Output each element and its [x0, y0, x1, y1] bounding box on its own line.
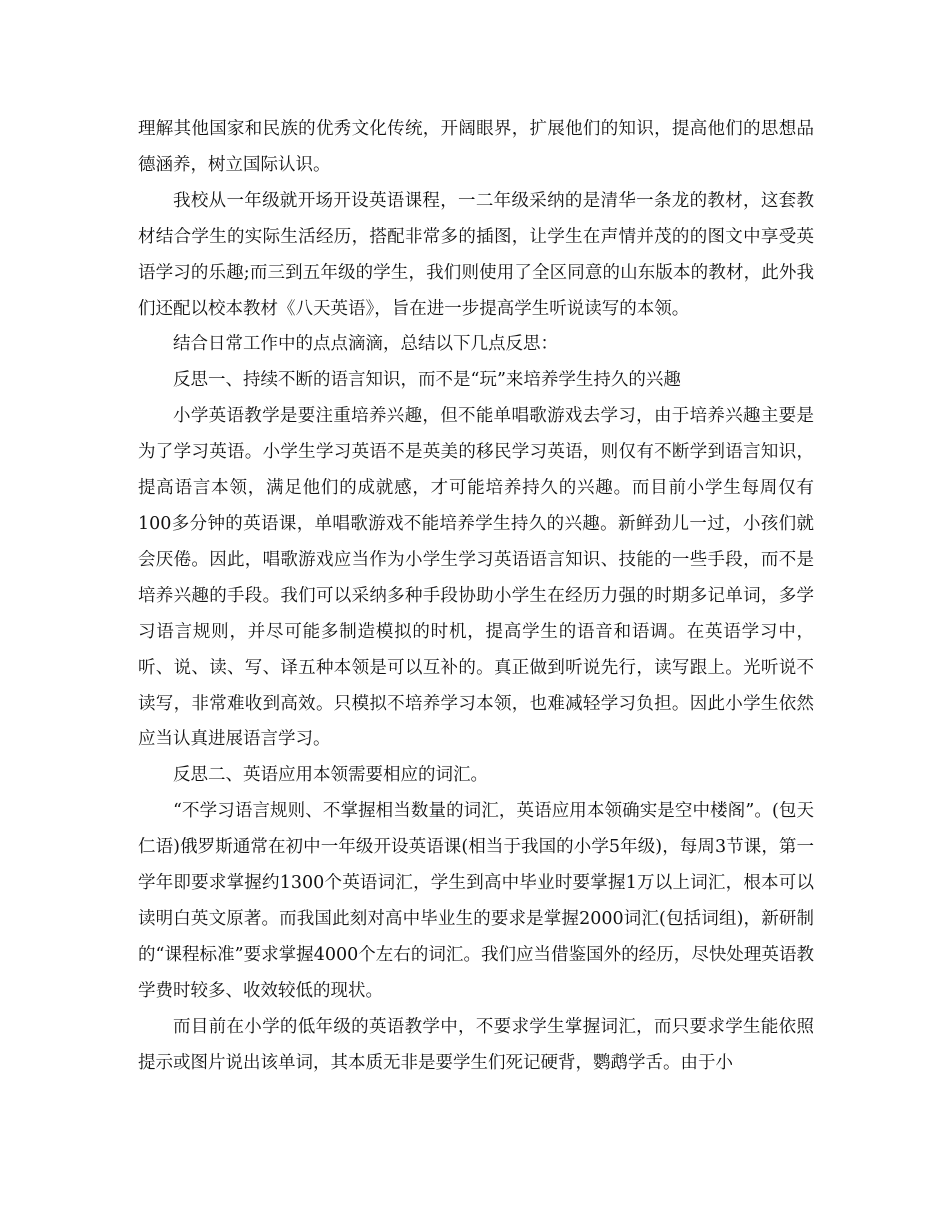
paragraph-summary-lead: 结合日常工作中的点点滴滴，总结以下几点反思：	[173, 334, 558, 355]
paragraph-intro-continuation: 理解其他国家和民族的优秀文化传统，开阔眼界，扩展他们的知识，提高他们的思想品德涵养，树立国际认识。	[138, 119, 814, 175]
paragraph-school-curriculum: 我校从一年级就开场开设英语课程，一二年级采纳的是清华一条龙的教材，这套教材结合学生的实际生活经历，搭配非常多的插图，让学生在声情并茂的的图文中享受英语学习的乐趣;而三到五年级的学生，我们则使用了全区同意的山东版本的教材，此外我们还配以校本教材《八天英语》，旨在进一步提高学生听说读写的本领。	[138, 190, 814, 319]
paragraph-reflection-two-continuation: 而目前在小学的低年级的英语教学中，不要求学生掌握词汇，而只要求学生能依照提示或图片说出该单词，其本质无非是要学生们死记硬背，鹦鹉学舌。由于小	[138, 1016, 814, 1073]
paragraph-reflection-two-quote: “不学习语言规则、不掌握相当数量的词汇，英语应用本领确实是空中楼阁”。(包天仁语)俄罗斯通常在初中一年级开设英语课(相当于我国的小学5年级)，每周3节课，第一学年即要求掌握约1300个英语词汇，学生到高中毕业时要掌握1万以上词汇，根本可以读明白英文原著。而我国此刻对高中毕业生的要求是掌握2000词汇(包括词组)，新研制的“课程标准”要求掌握4000个左右的词汇。我们应当借鉴国外的经历，尽快处理英语教学费时较多、收效较低的现状。	[138, 801, 814, 1001]
heading-reflection-two: 反思二、英语应用本领需要相应的词汇。	[173, 765, 488, 786]
paragraph-reflection-one-body: 小学英语教学是要注重培养兴趣，但不能单唱歌游戏去学习，由于培养兴趣主要是为了学习英语。小学生学习英语不是英美的移民学习英语，则仅有不断学到语言知识，提高语言本领，满足他们的成就感，才可能培养持久的兴趣。而目前小学生每周仅有100多分钟的英语课，单唱歌游戏不能培养学生持久的兴趣。新鲜劲儿一过，小孩们就会厌倦。因此，唱歌游戏应当作为小学生学习英语语言知识、技能的一些手段，而不是培养兴趣的手段。我们可以采纳多种手段协助小学生在经历力强的时期多记单词，多学习语言规则，并尽可能多制造模拟的时机，提高学生的语音和语调。在英语学习中，听、说、读、写、译五种本领是可以互补的。真正做到听说先行，读写跟上。光听说不读写，非常难收到高效。只模拟不培养学习本领，也难减轻学习负担。因此小学生依然应当认真进展语言学习。	[138, 406, 814, 750]
heading-reflection-one: 反思一、持续不断的语言知识，而不是“玩”来培养学生持久的兴趣	[173, 370, 681, 391]
document-body	[138, 112, 814, 1081]
